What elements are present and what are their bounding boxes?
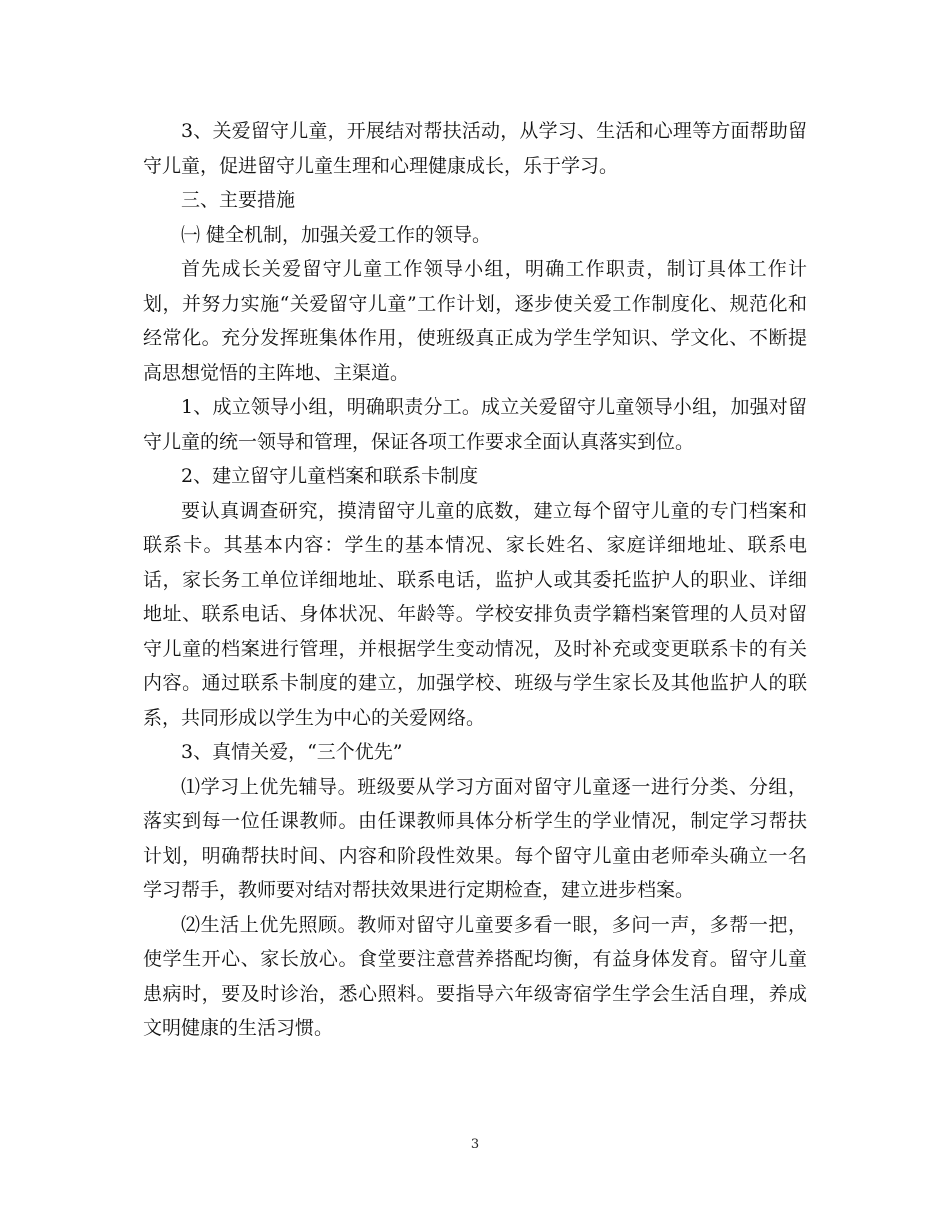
document-body <box>143 114 807 1046</box>
paragraph-care-activities: 3、关爱留守儿童，开展结对帮扶活动，从学习、生活和心理等方面帮助留守儿童，促进留守儿童生理和心理健康成长，乐于学习。 <box>143 120 807 177</box>
paragraph-life-priority: ⑵生活上优先照顾。教师对留守儿童要多看一眼，多问一声，多帮一把，使学生开心、家长放心。食堂要注意营养搭配均衡，有益身体发育。留守儿童患病时，要及时诊治，悉心照料。要指导六年级寄宿学生学会生活自理，养成文明健康的生活习惯。 <box>143 913 807 1039</box>
paragraph-archive-details: 要认真调查研究，摸清留守儿童的底数，建立每个留守儿童的专门档案和联系卡。其基本内容：学生的基本情况、家长姓名、家庭详细地址、联系电话，家长务工单位详细地址、联系电话，监护人或其委托监护人的职业、详细地址、联系电话、身体状况、年龄等。学校安排负责学籍档案管理的人员对留守儿童的档案进行管理，并根据学生变动情况，及时补充或变更联系卡的有关内容。通过联系卡制度的建立，加强学校、班级与学生家长及其他监护人的联系，共同形成以学生为中心的关爱网络。 <box>143 499 807 729</box>
paragraph-study-priority: ⑴学习上优先辅导。班级要从学习方面对留守儿童逐一进行分类、分组，落实到每一位任课教师。由任课教师具体分析学生的学业情况，制定学习帮扶计划，明确帮扶时间、内容和阶段性效果。每个留守儿童由老师牵头确立一名学习帮手，教师要对结对帮扶效果进行定期检查，建立进步档案。 <box>143 775 807 901</box>
heading-three-priorities: 3、真情关爱，“三个优先” <box>181 741 403 763</box>
paragraph-set-up-group: 1、成立领导小组，明确职责分工。成立关爱留守儿童领导小组，加强对留守儿童的统一领导和管理，保证各项工作要求全面认真落实到位。 <box>143 396 807 453</box>
heading-archive-system: 2、建立留守儿童档案和联系卡制度 <box>181 465 479 487</box>
page-number: 3 <box>470 1137 480 1152</box>
heading-main-measures: 三、主要措施 <box>181 189 296 211</box>
paragraph-leadership-group: 首先成长关爱留守儿童工作领导小组，明确工作职责，制订具体工作计划，并努力实施“关爱留守儿童”工作计划，逐步使关爱工作制度化、规范化和经常化。充分发挥班集体作用，使班级真正成为学生学知识、学文化、不断提高思想觉悟的主阵地、主渠道。 <box>143 258 807 384</box>
subheading-mechanism: ㈠ 健全机制，加强关爱工作的领导。 <box>181 223 492 246</box>
